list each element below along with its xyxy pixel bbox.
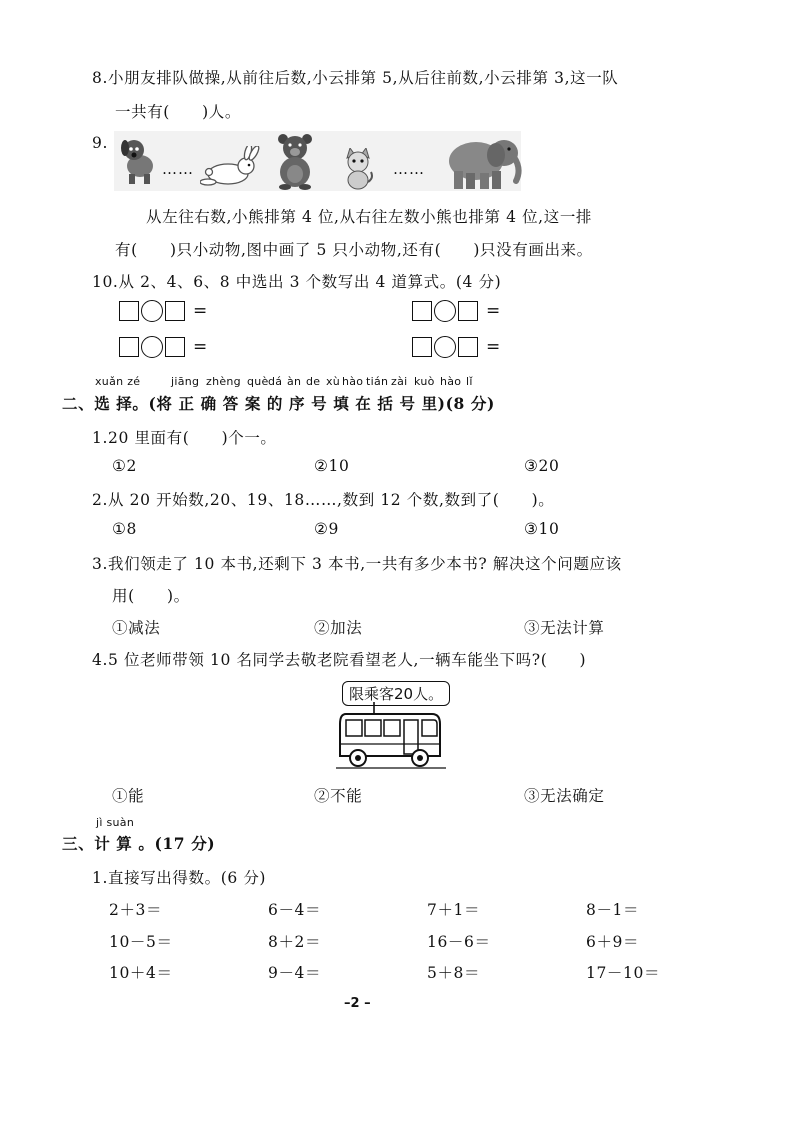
equals-sign: = — [193, 337, 208, 357]
number-box[interactable] — [412, 301, 432, 321]
equals-sign: = — [486, 301, 501, 321]
ellipsis-2: …… — [393, 160, 425, 178]
q8-line2: 一共有( )人。 — [115, 103, 241, 121]
calc-r1-c4: 8－1＝ — [586, 901, 640, 919]
calc-r1-c1: 2＋3＝ — [109, 901, 163, 919]
q9-line2: 有( )只小动物,图中画了 5 只小动物,还有( )只没有画出来。 — [115, 241, 593, 259]
q8-line1: 8.小朋友排队做操,从前往后数,小云排第 5,从后往前数,小云排第 3,这一队 — [92, 69, 619, 87]
equation-blank-1 — [119, 300, 207, 322]
calc-r3-c2: 9－4＝ — [268, 964, 322, 982]
section2-pinyin-11: zài — [391, 375, 408, 388]
elephant-icon — [446, 133, 522, 191]
equation-blank-2 — [412, 300, 500, 322]
s2-q1-text: 1.20 里面有( )个一。 — [92, 429, 277, 447]
s2-q1-option-1[interactable]: ①2 — [112, 457, 137, 475]
section2-pinyin-12: kuò — [414, 375, 435, 388]
calc-r1-c2: 6－4＝ — [268, 901, 322, 919]
number-box[interactable] — [119, 337, 139, 357]
bus-icon — [336, 702, 446, 774]
rabbit-icon — [200, 146, 260, 188]
section2-pinyin-7: de — [306, 375, 321, 388]
calc-r3-c1: 10＋4＝ — [109, 964, 173, 982]
s2-q2-text: 2.从 20 开始数,20、19、18……,数到 12 个数,数到了( )。 — [92, 491, 555, 509]
q9-line1: 从左往右数,小熊排第 4 位,从右往左数小熊也排第 4 位,这一排 — [146, 208, 593, 226]
equals-sign: = — [486, 337, 501, 357]
calc-r2-c2: 8＋2＝ — [268, 933, 322, 951]
s2-q4-option-3[interactable]: ③无法确定 — [524, 787, 605, 805]
passenger-limit-sign: 限乘客20人。 — [342, 681, 450, 706]
number-box[interactable] — [165, 337, 185, 357]
bear-icon — [272, 132, 318, 190]
cat-icon — [341, 148, 375, 190]
operator-circle[interactable] — [141, 300, 163, 322]
equals-sign: = — [193, 301, 208, 321]
s2-q2-option-2[interactable]: ②9 — [314, 520, 339, 538]
number-box[interactable] — [412, 337, 432, 357]
q10-text: 10.从 2、4、6、8 中选出 3 个数写出 4 道算式。(4 分) — [92, 273, 502, 291]
dog-icon — [116, 134, 160, 186]
calc-r2-c3: 16－6＝ — [427, 933, 491, 951]
equation-blank-3 — [119, 336, 207, 358]
s2-q3-line2: 用( )。 — [112, 587, 190, 605]
ellipsis-1: …… — [162, 160, 194, 178]
calc-r3-c4: 17－10＝ — [586, 964, 661, 982]
s2-q3-option-3[interactable]: ③无法计算 — [524, 619, 605, 637]
number-box[interactable] — [458, 337, 478, 357]
calc-r1-c3: 7＋1＝ — [427, 901, 481, 919]
s2-q1-option-3[interactable]: ③20 — [524, 457, 560, 475]
q9-number: 9. — [92, 134, 108, 152]
section2-pinyin-6: àn — [287, 375, 302, 388]
section2-pinyin-13: hào — [440, 375, 462, 388]
s2-q1-option-2[interactable]: ②10 — [314, 457, 350, 475]
operator-circle[interactable] — [434, 300, 456, 322]
s2-q3-option-1[interactable]: ①减法 — [112, 619, 161, 637]
section2-pinyin-8: xù — [326, 375, 341, 388]
section2-title: 二、选 择。(将 正 确 答 案 的 序 号 填 在 括 号 里)(8 分) — [62, 394, 495, 413]
s2-q4-option-2[interactable]: ②不能 — [314, 787, 363, 805]
s2-q2-option-3[interactable]: ③10 — [524, 520, 560, 538]
number-box[interactable] — [165, 301, 185, 321]
section2-pinyin-5: dá — [268, 375, 283, 388]
number-box[interactable] — [119, 301, 139, 321]
calc-r3-c3: 5＋8＝ — [427, 964, 481, 982]
section2-pinyin-10: tián — [366, 375, 389, 388]
section2-pinyin-2: jiāng — [171, 375, 200, 388]
s3-q1-text: 1.直接写出得数。(6 分) — [92, 869, 267, 887]
section2-pinyin-9: hào — [342, 375, 364, 388]
number-box[interactable] — [458, 301, 478, 321]
s2-q3-line1: 3.我们领走了 10 本书,还剩下 3 本书,一共有多少本书? 解决这个问题应该 — [92, 555, 622, 573]
calc-r2-c4: 6＋9＝ — [586, 933, 640, 951]
s2-q2-option-1[interactable]: ①8 — [112, 520, 137, 538]
section3-pinyin: jì suàn — [96, 816, 135, 829]
calc-r2-c1: 10－5＝ — [109, 933, 173, 951]
s2-q3-option-2[interactable]: ②加法 — [314, 619, 363, 637]
section2-pinyin-4: què — [247, 375, 269, 388]
section2-pinyin-3: zhèng — [206, 375, 241, 388]
equation-blank-4 — [412, 336, 500, 358]
operator-circle[interactable] — [141, 336, 163, 358]
page-number: –2 – — [344, 996, 371, 1011]
section2-pinyin-1: xuǎn zé — [95, 375, 141, 388]
section2-pinyin-14: lǐ — [466, 375, 473, 388]
section3-title: 三、计 算 。(17 分) — [62, 834, 216, 853]
operator-circle[interactable] — [434, 336, 456, 358]
s2-q4-option-1[interactable]: ①能 — [112, 787, 145, 805]
s2-q4-text: 4.5 位老师带领 10 名同学去敬老院看望老人,一辆车能坐下吗?( ) — [92, 651, 587, 669]
